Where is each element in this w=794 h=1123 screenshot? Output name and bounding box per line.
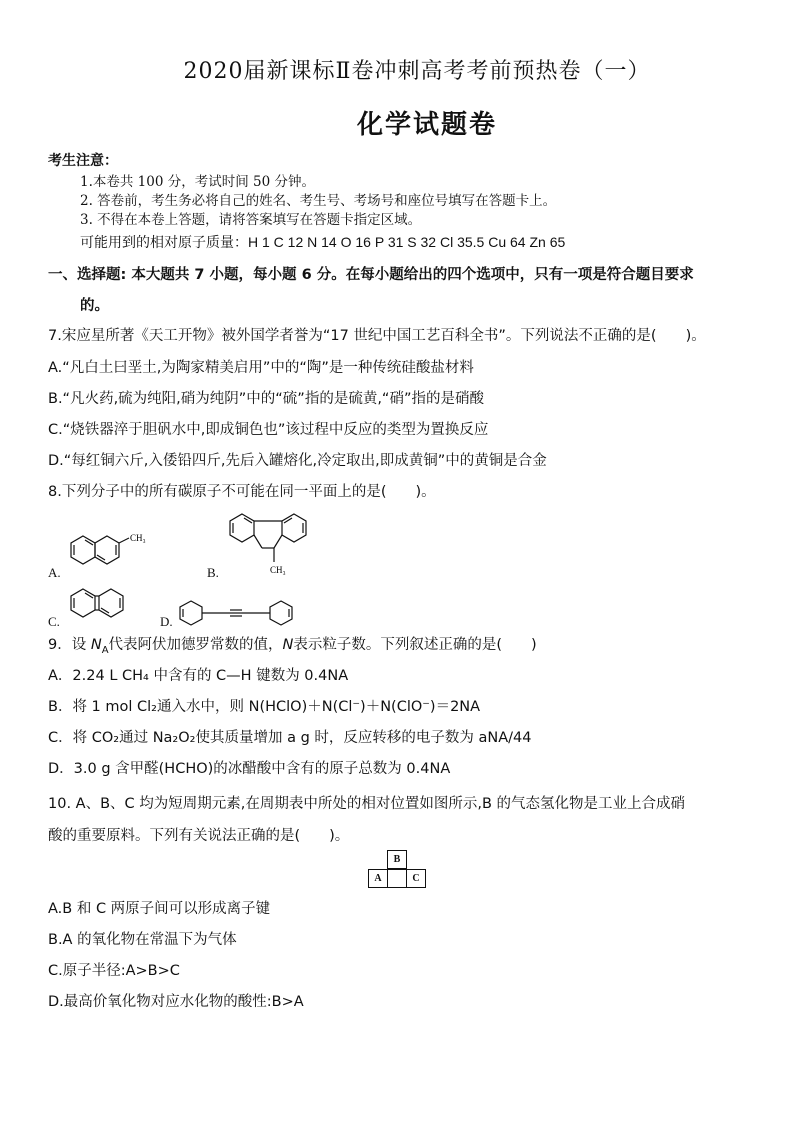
question-8-label-b: B. [207,565,219,580]
atomic-masses: 可能用到的相对原子质量：H 1 C 12 N 14 O 16 P 31 S 32 Cl 35.5 Cu 64 Zn 65 [80,234,566,250]
notice-heading: 考生注意： [48,153,118,169]
cell-empty [387,869,407,888]
question-10-stem: 10. A、B、C 均为短周期元素,在周期表中所处的相对位置如图所示,B 的气态氢化物是工业上合成硝 [48,796,686,812]
question-10-option-d: D.最高价氧化物对应水化物的酸性:B>A [48,994,304,1010]
molecule-a-methylnaphthalene [66,530,166,580]
question-10-option-a: A.B 和 C 两原子间可以形成离子键 [48,901,271,917]
question-9-stem [48,633,537,656]
notice-item: 2. 答卷前，考生务必将自己的姓名、考生号、考场号和座位号填写在答题卡上。 [80,193,557,209]
molecule-b-methyl-dihydrophenanthrene [220,510,330,580]
cell-a: A [368,869,388,888]
exam-subtitle: 化学试题卷 [356,110,497,140]
question-8-label-a: A. [48,565,61,580]
question-7-option-c: C.“烧铁器淬于胆矾水中,即成铜色也”该过程中反应的类型为置换反应 [48,422,489,438]
question-10-option-b: B.A 的氧化物在常温下为气体 [48,932,237,948]
question-9-stem-mid: 代表阿伏加德罗常数的值， [108,637,283,653]
molecule-c-biphenylene [66,586,136,626]
question-9-option-d: D．3.0 g 含甲醛(HCHO)的冰醋酸中含有的原子总数为 0.4NA [48,761,451,777]
question-8-label-d: D. [160,614,173,629]
question-7-option-d: D.“每红铜六斤,入倭铅四斤,先后入罐熔化,冷定取出,即成黄铜”中的黄铜是合金 [48,453,547,469]
exam-title: 2020届新课标Ⅱ卷冲刺高考考前预热卷（一） [183,59,651,84]
notice-item: 1.本卷共 100 分，考试时间 50 分钟。 [80,174,315,190]
molecule-b-ch3-label: CH₃ [270,565,286,575]
question-9-stem-pre: 9．设 [48,637,91,653]
question-7-option-a: A.“凡白土曰垩土,为陶家精美启用”中的“陶”是一种传统硅酸盐材料 [48,360,474,376]
question-10-option-c: C.原子半径:A>B>C [48,963,180,979]
section-heading: 一、选择题: 本大题共 7 小题，每小题 6 分。在每小题给出的四个选项中，只有一项是符合题目要求 [48,267,694,283]
na-symbol: N [90,637,102,653]
molecule-a-ch3-label: CH₃ [130,533,146,543]
question-9-option-a: A．2.24 L CH₄ 中含有的 C—H 键数为 0.4NA [48,668,349,684]
cell-c: C [406,869,426,888]
notice-item: 3. 不得在本卷上答题，请将答案填写在答题卡指定区域。 [80,212,422,228]
question-8-stem: 8.下列分子中的所有碳原子不可能在同一平面上的是( )。 [48,484,436,500]
na-subscript: A [101,644,109,656]
question-9-option-c: C．将 CO₂通过 Na₂O₂使其质量增加 a g 时，反应转移的电子数为 aNA/44 [48,730,532,746]
question-7-option-b: B.“凡火药,硫为纯阳,硝为纯阴”中的“硫”指的是硫黄,“硝”指的是硝酸 [48,391,484,407]
question-8-label-c: C. [48,614,60,629]
periodic-table-fragment [368,850,428,888]
question-10-stem-cont: 酸的重要原料。下列有关说法正确的是( )。 [48,828,350,844]
question-9-stem-post: 表示粒子数。下列叙述正确的是( ) [293,637,537,653]
question-9-option-b: B．将 1 mol Cl₂通入水中，则 N(HClO)＋N(Cl⁻)＋N(ClO⁻)＝2NA [48,699,481,715]
section-heading-cont: 的。 [80,298,109,314]
molecule-d-diphenylacetylene [178,598,308,630]
n-symbol: N [282,637,294,653]
cell-b: B [387,850,407,869]
question-7-stem: 7.宋应星所著《天工开物》被外国学者誉为“17 世纪中国工艺百科全书”。下列说法不正确的是( )。 [48,328,706,344]
